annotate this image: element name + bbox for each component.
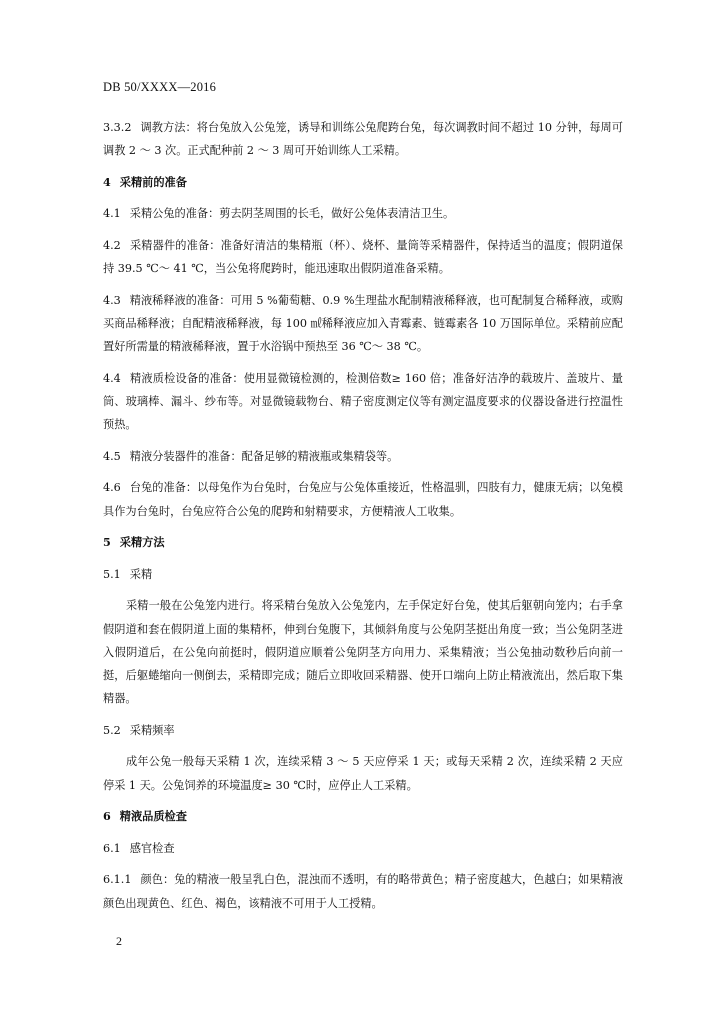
section-number: 6 (103, 809, 111, 824)
section-title: 精液品质检查 (119, 809, 187, 824)
section-number: 4.2 (103, 238, 121, 252)
paragraph-text: 精液分装器件的准备：配备足够的精液瓶或集精袋等。 (129, 449, 399, 463)
section-number: 6.1 (103, 841, 121, 855)
paragraph-4-5 (103, 445, 623, 468)
document-code: DB 50/XXXX—2016 (103, 80, 217, 94)
paragraph-4-3 (103, 289, 623, 359)
paragraph-text: 调教方法：将台兔放入公兔笼，诱导和训练公兔爬跨台兔，每次调教时间不超过 10 分钟，每周可调教 2 ～ 3 次。正式配种前 2 ～ 3 周可开始训练人工采精。 (103, 121, 623, 158)
subsection-heading-6-1 (103, 837, 623, 860)
section-number: 4.5 (103, 449, 121, 463)
subsection-heading-5-1 (103, 563, 623, 586)
section-number: 5 (103, 535, 111, 550)
subsection-title: 感官检查 (129, 841, 175, 855)
paragraph-6-1-1 (103, 868, 623, 914)
section-number: 5.2 (103, 723, 121, 737)
paragraph-text: 精液稀释液的准备：可用 5 %葡萄糖、0.9 %生理盐水配制精液稀释液，也可配制复合稀释液，或购买商品稀释液；自配精液稀释液，每 100 ㎖稀释液应加入青霉素、链霉素各 10 万国际单位。采精前应配置好所需量的精液稀释液，置于水浴锅中预热至 36 ℃～ 38 ℃。 (103, 293, 623, 354)
paragraph-5-1-body: 采精一般在公兔笼内进行。将采精台兔放入公兔笼内，左手保定好台兔，使其后躯朝向笼内；右手拿假阴道和套在假阴道上面的集精杯，伸到台兔腹下，其倾斜角度与公兔阴茎挺出角度一致；当公兔阴茎进入假阴道后，在公兔向前挺时，假阴道应顺着公兔阴茎方向用力、采集精液；当公兔抽动数秒后向前一挺，后躯蜷缩向一侧倒去，采精即完成；随后立即收回采精器、使开口端向上防止精液流出，然后取下集精器。 (103, 599, 623, 706)
subsection-title: 采精 (129, 567, 153, 581)
section-number: 4.6 (103, 481, 121, 495)
paragraph-text: 采精器件的准备：准备好清洁的集精瓶（杯）、烧杯、量筒等采精器件，保持适当的温度；假阴道保持 39.5 ℃～ 41 ℃，当公兔将爬跨时，能迅速取出假阴道准备采精。 (103, 238, 623, 276)
page-number: 2 (116, 934, 122, 948)
subsection-title: 采精频率 (129, 723, 175, 737)
section-number: 4.1 (103, 207, 121, 221)
section-heading-6 (103, 805, 623, 828)
section-number: 4 (103, 174, 111, 189)
section-title: 采精方法 (119, 535, 165, 550)
paragraph-3-3-2 (103, 116, 623, 162)
paragraph-4-2 (103, 234, 623, 280)
paragraph-text: 采精公兔的准备：剪去阴茎周围的长毛，做好公兔体表清洁卫生。 (129, 207, 455, 221)
section-number: 5.1 (103, 567, 121, 581)
section-heading-5 (103, 531, 623, 554)
paragraph-text: 精液质检设备的准备：使用显微镜检测的，检测倍数≥ 160 倍；准备好洁净的载玻片、盖玻片、量筒、玻璃棒、漏斗、纱布等。对显微镜载物台、精子密度测定仪等有测定温度要求的仪器设备进行控温性预热。 (103, 371, 623, 432)
paragraph-text: 台兔的准备：以母兔作为台兔时，台兔应与公兔体重接近，性格温驯，四肢有力，健康无病；以兔模具作为台兔时，台兔应符合公兔的爬跨和射精要求，方便精液人工收集。 (103, 481, 623, 518)
paragraph-text: 颜色：兔的精液一般呈乳白色，混浊而不透明，有的略带黄色；精子密度越大，色越白；如果精液颜色出现黄色、红色、褐色，该精液不可用于人工授精。 (103, 873, 623, 910)
paragraph-4-1 (103, 202, 623, 225)
section-heading-4 (103, 171, 623, 194)
paragraph-4-4 (103, 367, 623, 437)
document-body (103, 116, 623, 923)
section-number: 4.4 (103, 371, 121, 385)
section-title: 采精前的准备 (119, 174, 187, 189)
paragraph-5-2-body: 成年公兔一般每天采精 1 次，连续采精 3 ～ 5 天应停采 1 天；或每天采精 2 次，连续采精 2 天应停采 1 天。公兔饲养的环境温度≥ 30 ℃时，应停止人工采精。 (103, 755, 623, 792)
paragraph-4-6 (103, 476, 623, 522)
section-number: 4.3 (103, 293, 121, 307)
section-number: 3.3.2 (103, 121, 132, 134)
subsection-heading-5-2 (103, 719, 623, 742)
section-number: 6.1.1 (103, 873, 132, 887)
